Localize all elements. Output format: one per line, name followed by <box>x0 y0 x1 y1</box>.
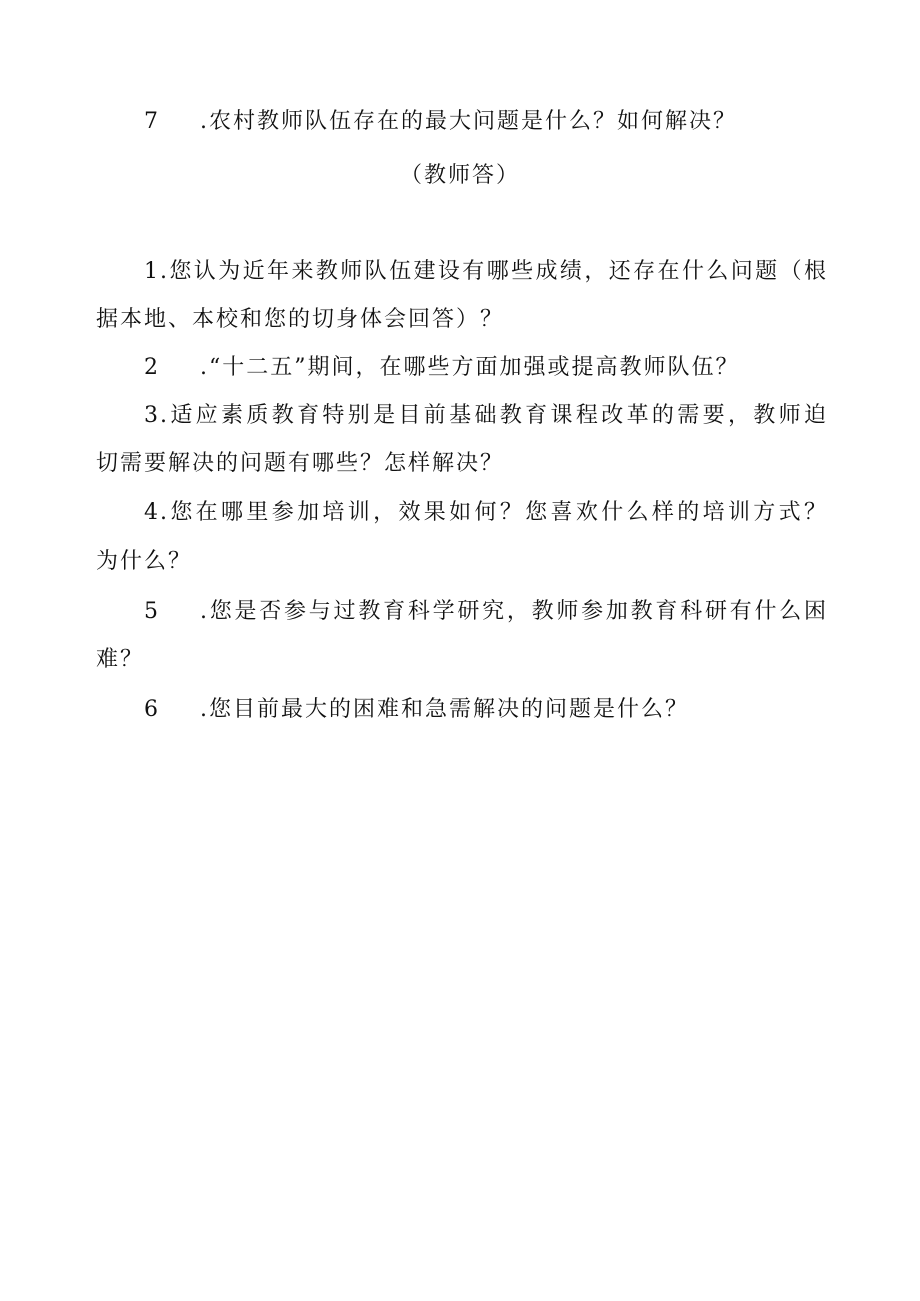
question-6-text-1: .您目前最大的困难和急需解决的问题是什么？ <box>200 697 689 722</box>
question-3-line-1 <box>144 392 828 440</box>
question-4-number: 4 <box>144 500 160 525</box>
question-5-text-1: .您是否参与过教育科学研究，教师参加教育科研有什么困 <box>200 599 828 624</box>
question-1-number: 1 <box>144 259 160 284</box>
question-1-line-2: 据本地、本校和您的切身体会回答）？ <box>96 307 505 332</box>
question-6-line-1 <box>144 686 828 734</box>
question-5-line-1 <box>144 588 828 636</box>
question-4-text-1: .您在哪里参加培训，效果如何？您喜欢什么样的培训方式？ <box>160 500 828 525</box>
question-3-text-1: .适应素质教育特别是目前基础教育课程改革的需要，教师迫 <box>160 403 828 428</box>
question-4-line-2: 为什么？ <box>96 549 193 574</box>
question-4-line-1 <box>144 489 828 537</box>
question-7-text: .农村教师队伍存在的最大问题是什么？如何解决？ <box>200 109 737 134</box>
question-7-number: 7 <box>144 109 160 134</box>
question-1-text-1: .您认为近年来教师队伍建设有哪些成绩，还存在什么问题（根 <box>160 259 828 284</box>
question-5-number: 5 <box>144 599 160 624</box>
subtitle: （教师答） <box>399 163 520 188</box>
question-1-line-1 <box>144 248 828 296</box>
question-2-text-1: .“十二五”期间，在哪些方面加强或提高教师队伍？ <box>200 355 740 380</box>
question-7-heading <box>144 98 828 146</box>
question-6-number: 6 <box>144 697 160 722</box>
question-3-line-2: 切需要解决的问题有哪些？怎样解决？ <box>96 451 505 476</box>
question-2-line-1 <box>144 344 828 392</box>
question-2-number: 2 <box>144 355 160 380</box>
question-5-line-2: 难？ <box>96 647 145 672</box>
question-3-number: 3 <box>144 403 160 428</box>
